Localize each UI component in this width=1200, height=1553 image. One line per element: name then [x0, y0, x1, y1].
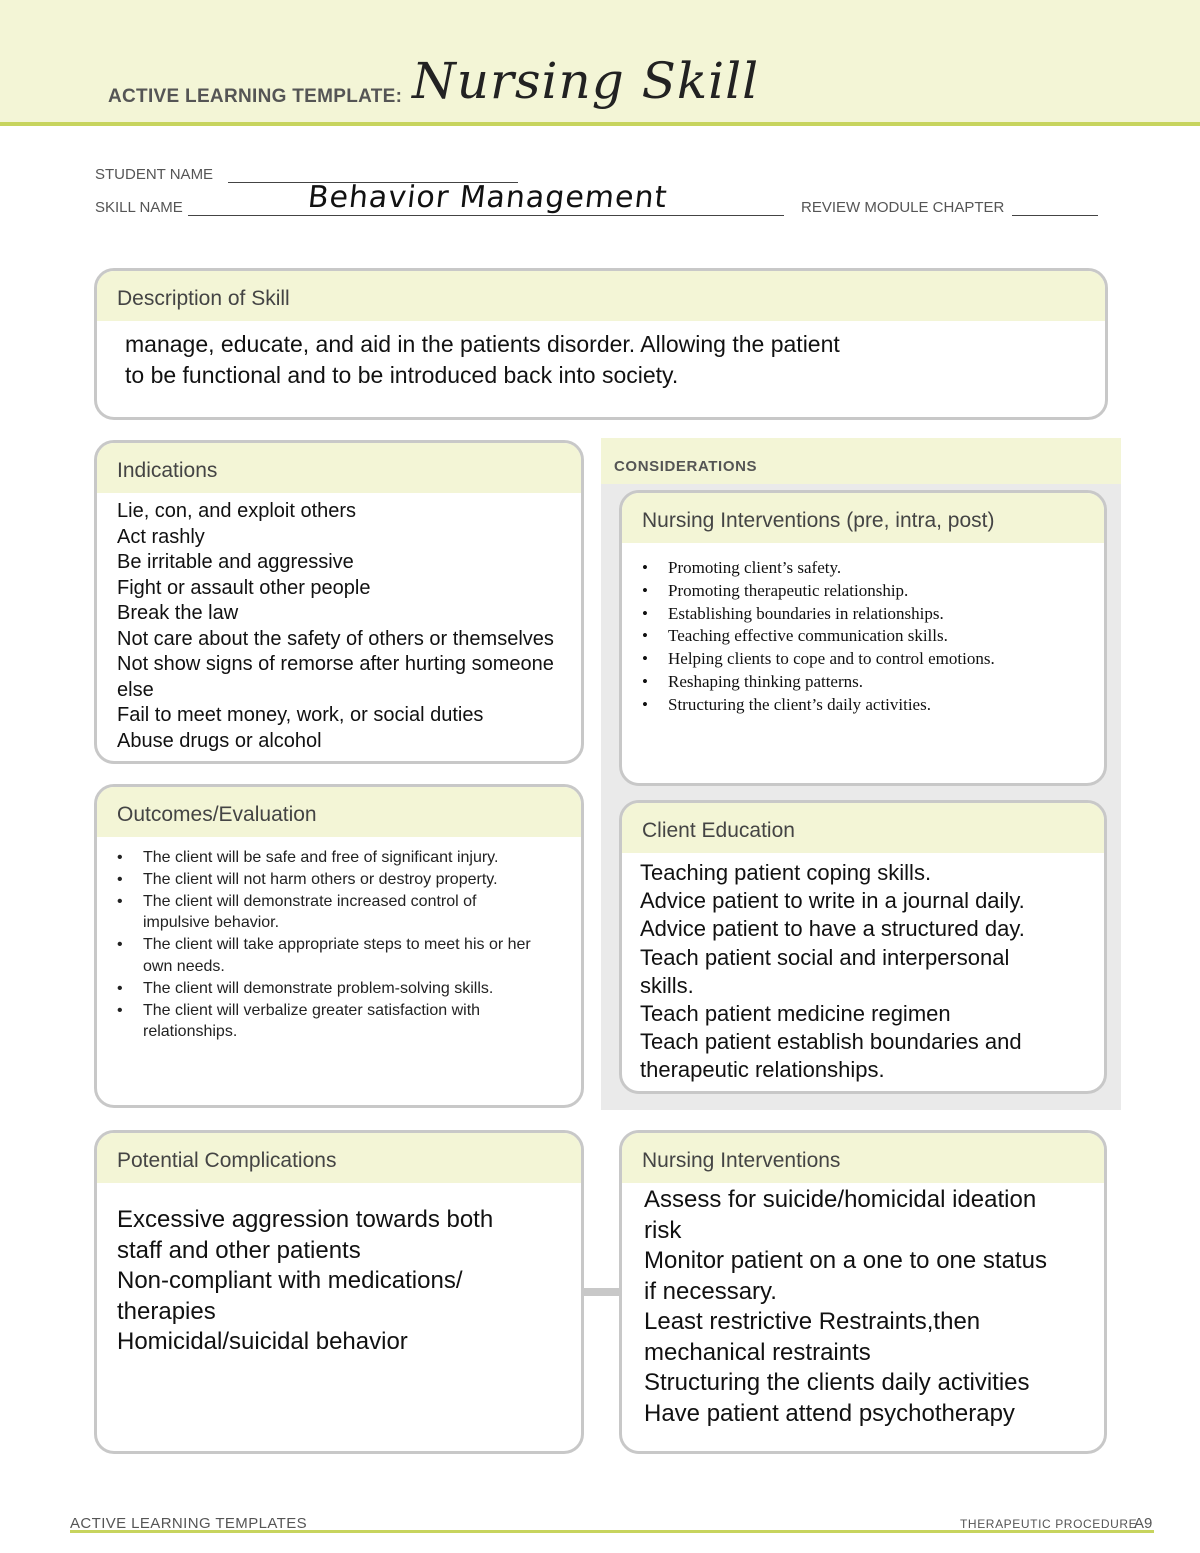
considerations-label: CONSIDERATIONS — [614, 458, 758, 475]
indications-list — [97, 493, 581, 754]
header-rule — [0, 122, 1200, 126]
description-line: manage, educate, and aid in the patients disorder. Allowing the patient — [125, 331, 840, 357]
review-module-field[interactable] — [1012, 203, 1098, 216]
list-item: • Helping clients to cope and to control emotions. — [642, 648, 1104, 671]
nursing-interventions-pip-heading: Nursing Interventions (pre, intra, post) — [622, 493, 1104, 543]
list-item: • Reshaping thinking patterns. — [642, 671, 1104, 694]
client-education-item: Teach patient social and interpersonal — [640, 944, 1010, 970]
list-item: • The client will not harm others or destroy property. — [117, 869, 545, 891]
client-education-item: Teach patient establish boundaries and — [640, 1029, 1022, 1055]
list-item: • The client will demonstrate increased control of impulsive behavior. — [117, 891, 545, 935]
intervention-item: if necessary. — [644, 1277, 777, 1305]
intervention-item: Structuring the clients daily activities — [644, 1369, 1030, 1396]
list-item: • Teaching effective communication skills. — [642, 625, 1104, 648]
page-title: Nursing Skill — [412, 52, 760, 110]
list-item: • Structuring the client’s daily activities. — [642, 694, 1104, 717]
description-heading: Description of Skill — [97, 271, 1105, 321]
complication-item: Excessive aggression towards both — [117, 1206, 494, 1233]
client-education-item: Advice patient to write in a journal daily. — [640, 888, 1025, 914]
complication-item: Homicidal/suicidal behavior — [117, 1328, 408, 1355]
client-education-list — [622, 853, 1104, 1085]
intervention-item: Least restrictive Restraints,then — [644, 1308, 981, 1335]
skill-name-value: Behavior Management — [306, 180, 670, 215]
list-item: • Establishing boundaries in relationships. — [642, 603, 1104, 626]
indication-item: Lie, con, and exploit others — [117, 500, 357, 522]
list-item: • Promoting therapeutic relationship. — [642, 580, 1104, 603]
connector-bar — [582, 1288, 622, 1296]
indication-item: Fight or assault other people — [117, 576, 371, 599]
list-item: • Promoting client’s safety. — [642, 557, 1104, 580]
student-name-label: STUDENT NAME — [95, 166, 214, 183]
footer-right-label: THERAPEUTIC PROCEDURE — [960, 1517, 1138, 1531]
footer-left-label: ACTIVE LEARNING TEMPLATES — [70, 1515, 307, 1532]
intervention-item: Monitor patient on a one to one status — [644, 1247, 1047, 1274]
indication-item: Not care about the safety of others or themselves — [117, 627, 554, 650]
description-text — [97, 321, 1105, 391]
list-item: • The client will be safe and free of significant injury. — [117, 847, 545, 869]
potential-complications-box — [94, 1130, 584, 1454]
list-item: • The client will demonstrate problem-solving skills. — [117, 978, 545, 1000]
outcomes-box — [94, 784, 584, 1108]
potential-complications-heading: Potential Complications — [97, 1133, 581, 1183]
skill-name-label: SKILL NAME — [95, 199, 183, 216]
client-education-item: Advice patient to have a structured day. — [640, 916, 1025, 942]
indication-item: Abuse drugs or alcohol — [117, 729, 322, 752]
template-label: ACTIVE LEARNING TEMPLATE: — [108, 86, 403, 107]
client-education-item: skills. — [640, 972, 694, 998]
description-box — [94, 268, 1108, 420]
nursing-interventions-heading: Nursing Interventions — [622, 1133, 1104, 1183]
nursing-interventions-pip-list — [622, 543, 1104, 717]
client-education-item: Teach patient medicine regimen — [640, 1001, 951, 1027]
client-education-heading: Client Education — [622, 803, 1104, 853]
nursing-interventions-pip-box — [619, 490, 1107, 786]
description-line: to be functional and to be introduced back into society. — [125, 362, 679, 388]
complication-item: staff and other patients — [117, 1236, 361, 1264]
intervention-item: Have patient attend psychotherapy — [644, 1399, 1015, 1427]
indication-item: Break the law — [117, 602, 239, 624]
indication-item: else — [117, 678, 154, 701]
complication-item: Non-compliant with medications/ — [117, 1267, 463, 1294]
review-module-label: REVIEW MODULE CHAPTER — [801, 199, 1005, 216]
indication-item: Be irritable and aggressive — [117, 551, 354, 573]
page-number: A9 — [1134, 1515, 1153, 1532]
intervention-item: risk — [644, 1216, 682, 1244]
list-item: • The client will take appropriate steps to meet his or her own needs. — [117, 934, 545, 978]
indication-item: Act rashly — [117, 525, 205, 548]
outcomes-list — [97, 837, 581, 1043]
client-education-item: therapeutic relationships. — [640, 1057, 885, 1083]
list-item: • The client will verbalize greater satisfaction with relationships. — [117, 1000, 545, 1044]
indication-item: Not show signs of remorse after hurting someone — [117, 653, 554, 675]
indications-heading: Indications — [97, 443, 581, 493]
nursing-interventions-box — [619, 1130, 1107, 1454]
nursing-interventions-list — [622, 1183, 1104, 1429]
intervention-item: mechanical restraints — [644, 1338, 871, 1366]
intervention-item: Assess for suicide/homicidal ideation — [644, 1186, 1037, 1213]
indication-item: Fail to meet money, work, or social duties — [117, 704, 484, 726]
complication-item: therapies — [117, 1297, 216, 1325]
client-education-box — [619, 800, 1107, 1094]
indications-box — [94, 440, 584, 764]
potential-complications-list — [97, 1183, 581, 1358]
outcomes-heading: Outcomes/Evaluation — [97, 787, 581, 837]
client-education-item: Teaching patient coping skills. — [640, 860, 932, 885]
